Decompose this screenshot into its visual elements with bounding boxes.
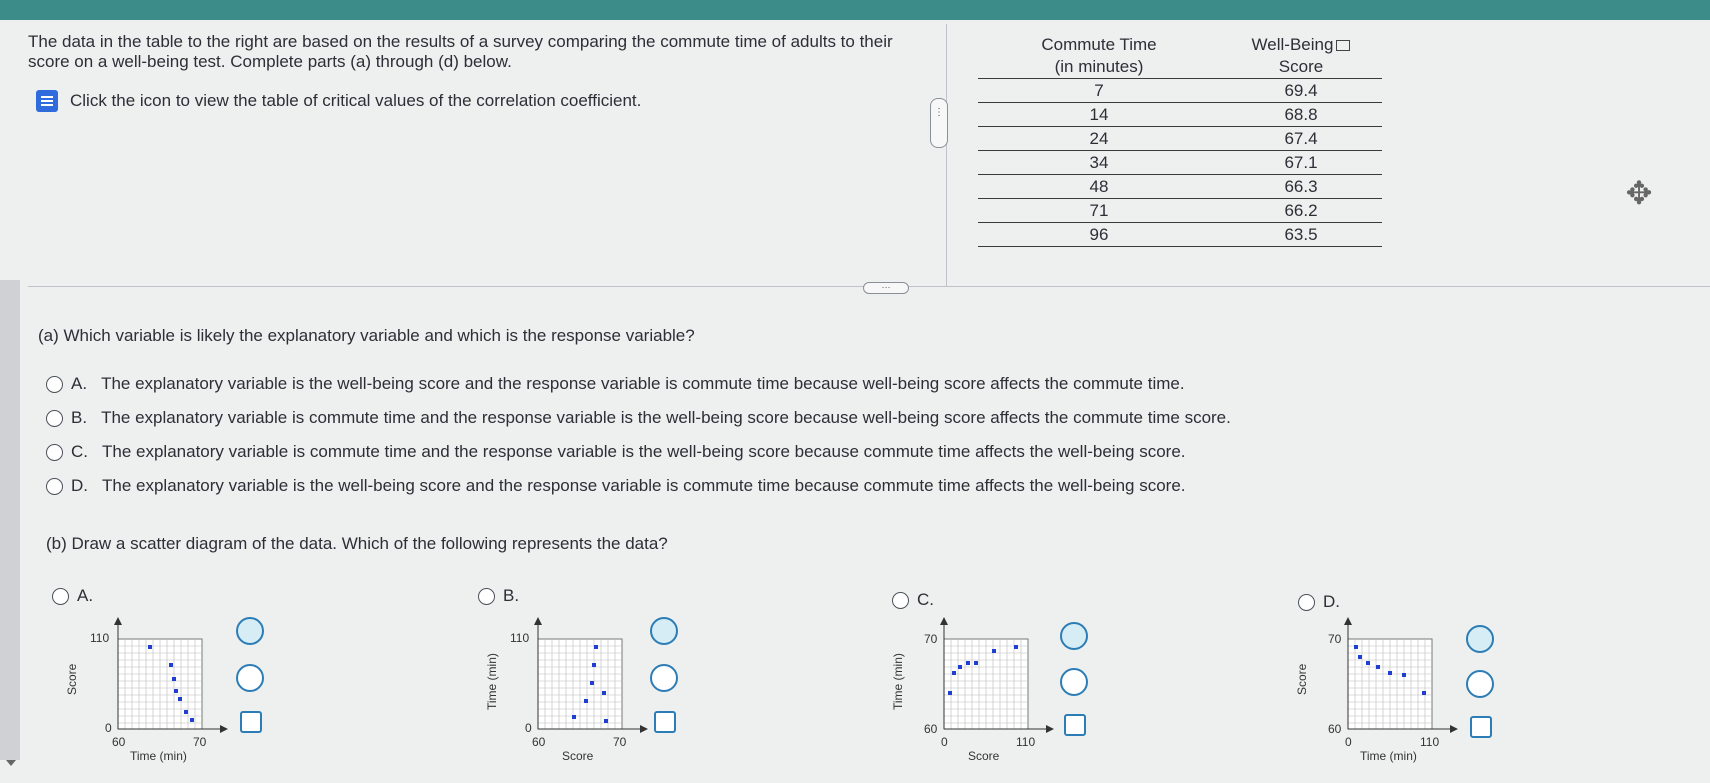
y-tick: 60: [924, 722, 938, 736]
table-cell: 66.3: [1220, 175, 1382, 199]
x-axis-label: Score: [968, 749, 1000, 763]
plot-option-c[interactable]: [892, 590, 934, 610]
scatter-plot-b: [480, 615, 660, 765]
critical-values-hint[interactable]: [36, 90, 641, 112]
part-b-question: (b) Draw a scatter diagram of the data. Which of the following represents the data?: [46, 534, 668, 553]
y-axis-label: Score: [1295, 663, 1309, 695]
table-cell: 71: [978, 199, 1220, 223]
table-cell: 67.4: [1220, 127, 1382, 151]
option-text: The explanatory variable is the well-being score and the response variable is commute time because well-being score affects the commute time.: [101, 374, 1185, 393]
top-bar: [0, 0, 1710, 20]
table-cell: 34: [978, 151, 1220, 175]
x-axis-label: Time (min): [130, 749, 187, 763]
table-cell: 68.8: [1220, 103, 1382, 127]
data-table: [978, 34, 1382, 247]
radio-d[interactable]: [46, 478, 63, 495]
radio-plot-b[interactable]: [478, 588, 495, 605]
radio-plot-d[interactable]: [1298, 594, 1315, 611]
zoom-in-icon[interactable]: [1060, 622, 1088, 650]
move-icon[interactable]: ✥: [1625, 175, 1653, 211]
plot-option-b[interactable]: [478, 586, 519, 606]
y-tick: 0: [105, 721, 112, 735]
zoom-out-icon[interactable]: [1466, 670, 1494, 698]
y-tick: 70: [924, 632, 938, 646]
hint-text: Click the icon to view the table of critical values of the correlation coefficient.: [70, 91, 642, 110]
problem-prompt: The data in the table to the right are based on the results of a survey comparing the commute time of adults to their score on a well-being test. Complete parts (a) through (d) below.: [28, 32, 893, 71]
plot-letter: A.: [77, 586, 94, 605]
option-text: The explanatory variable is commute time and the response variable is the well-being score because well-being score affects the commute time score.: [101, 408, 1231, 427]
zoom-out-icon[interactable]: [650, 664, 678, 692]
external-link-icon[interactable]: [654, 711, 676, 733]
option-d[interactable]: [46, 476, 1186, 496]
table-header-wellbeing-unit: Score: [1220, 56, 1382, 79]
zoom-out-icon[interactable]: [1060, 668, 1088, 696]
table-cell: 63.5: [1220, 223, 1382, 247]
table-cell: 66.2: [1220, 199, 1382, 223]
option-letter: A.: [71, 374, 88, 393]
radio-a[interactable]: [46, 376, 63, 393]
option-text: The explanatory variable is the well-being score and the response variable is commute time because commute time affects the well-being score.: [102, 476, 1186, 495]
scatter-plot-d: [1290, 615, 1470, 765]
plot-option-a[interactable]: [52, 586, 93, 606]
table-row: [978, 79, 1382, 103]
zoom-in-icon[interactable]: [1466, 625, 1494, 653]
horizontal-resize-handle[interactable]: ···: [863, 282, 909, 294]
y-axis-label: Score: [65, 663, 79, 695]
y-tick: 110: [90, 631, 110, 645]
table-cell: 14: [978, 103, 1220, 127]
y-tick: 110: [510, 631, 530, 645]
table-header-wellbeing: Well-Being: [1220, 34, 1382, 56]
table-cell: 67.1: [1220, 151, 1382, 175]
zoom-out-icon[interactable]: [236, 664, 264, 692]
table-cell: 69.4: [1220, 79, 1382, 103]
y-axis-label: Time (min): [891, 653, 905, 710]
plot-letter: C.: [917, 590, 934, 609]
table-cell: 7: [978, 79, 1220, 103]
part-a-question: (a) Which variable is likely the explanatory variable and which is the response variable?: [38, 326, 695, 345]
radio-plot-c[interactable]: [892, 592, 909, 609]
radio-b[interactable]: [46, 410, 63, 427]
x-tick: 110: [1420, 735, 1440, 749]
option-text: The explanatory variable is commute time and the response variable is the well-being score because commute time affects the well-being score.: [102, 442, 1186, 461]
y-tick: 60: [1328, 722, 1342, 736]
y-axis-label: Time (min): [485, 653, 499, 710]
option-letter: D.: [71, 476, 88, 495]
table-row: [978, 127, 1382, 151]
table-cell: 96: [978, 223, 1220, 247]
x-tick: 110: [1016, 735, 1036, 749]
scrollbar[interactable]: [0, 280, 20, 760]
y-tick: 0: [525, 721, 532, 735]
scatter-plot-a: [60, 615, 240, 765]
vertical-divider: [946, 24, 947, 286]
zoom-in-icon[interactable]: [650, 617, 678, 645]
table-header-commute-unit: (in minutes): [978, 56, 1220, 79]
radio-plot-a[interactable]: [52, 588, 69, 605]
external-link-icon[interactable]: [1064, 714, 1086, 736]
plot-letter: B.: [503, 586, 520, 605]
x-tick: 60: [112, 735, 126, 749]
x-tick: 70: [613, 735, 627, 749]
x-tick: 0: [941, 735, 948, 749]
table-header-commute: Commute Time: [1041, 35, 1157, 54]
y-tick: 70: [1328, 632, 1342, 646]
vertical-resize-handle[interactable]: ⋮: [930, 98, 948, 148]
table-row: [978, 199, 1382, 223]
table-row: [978, 151, 1382, 175]
option-b[interactable]: [46, 408, 1231, 428]
option-letter: B.: [71, 408, 88, 427]
table-cell: 24: [978, 127, 1220, 151]
copy-icon[interactable]: [1336, 40, 1350, 51]
table-cell: 48: [978, 175, 1220, 199]
option-a[interactable]: [46, 374, 1185, 394]
external-link-icon[interactable]: [240, 711, 262, 733]
radio-c[interactable]: [46, 444, 63, 461]
plot-letter: D.: [1323, 592, 1340, 611]
x-tick: 70: [193, 735, 207, 749]
book-icon[interactable]: [36, 90, 58, 112]
table-row: [978, 103, 1382, 127]
plot-option-d[interactable]: [1298, 592, 1340, 612]
scroll-down-arrow-icon[interactable]: [6, 760, 16, 766]
scatter-plot-c: [886, 615, 1066, 765]
option-letter: C.: [71, 442, 88, 461]
external-link-icon[interactable]: [1470, 716, 1492, 738]
x-axis-label: Score: [562, 749, 594, 763]
option-c[interactable]: [46, 442, 1186, 462]
table-row: [978, 175, 1382, 199]
x-tick: 0: [1345, 735, 1352, 749]
table-row: [978, 223, 1382, 247]
zoom-in-icon[interactable]: [236, 617, 264, 645]
x-axis-label: Time (min): [1360, 749, 1417, 763]
x-tick: 60: [532, 735, 546, 749]
